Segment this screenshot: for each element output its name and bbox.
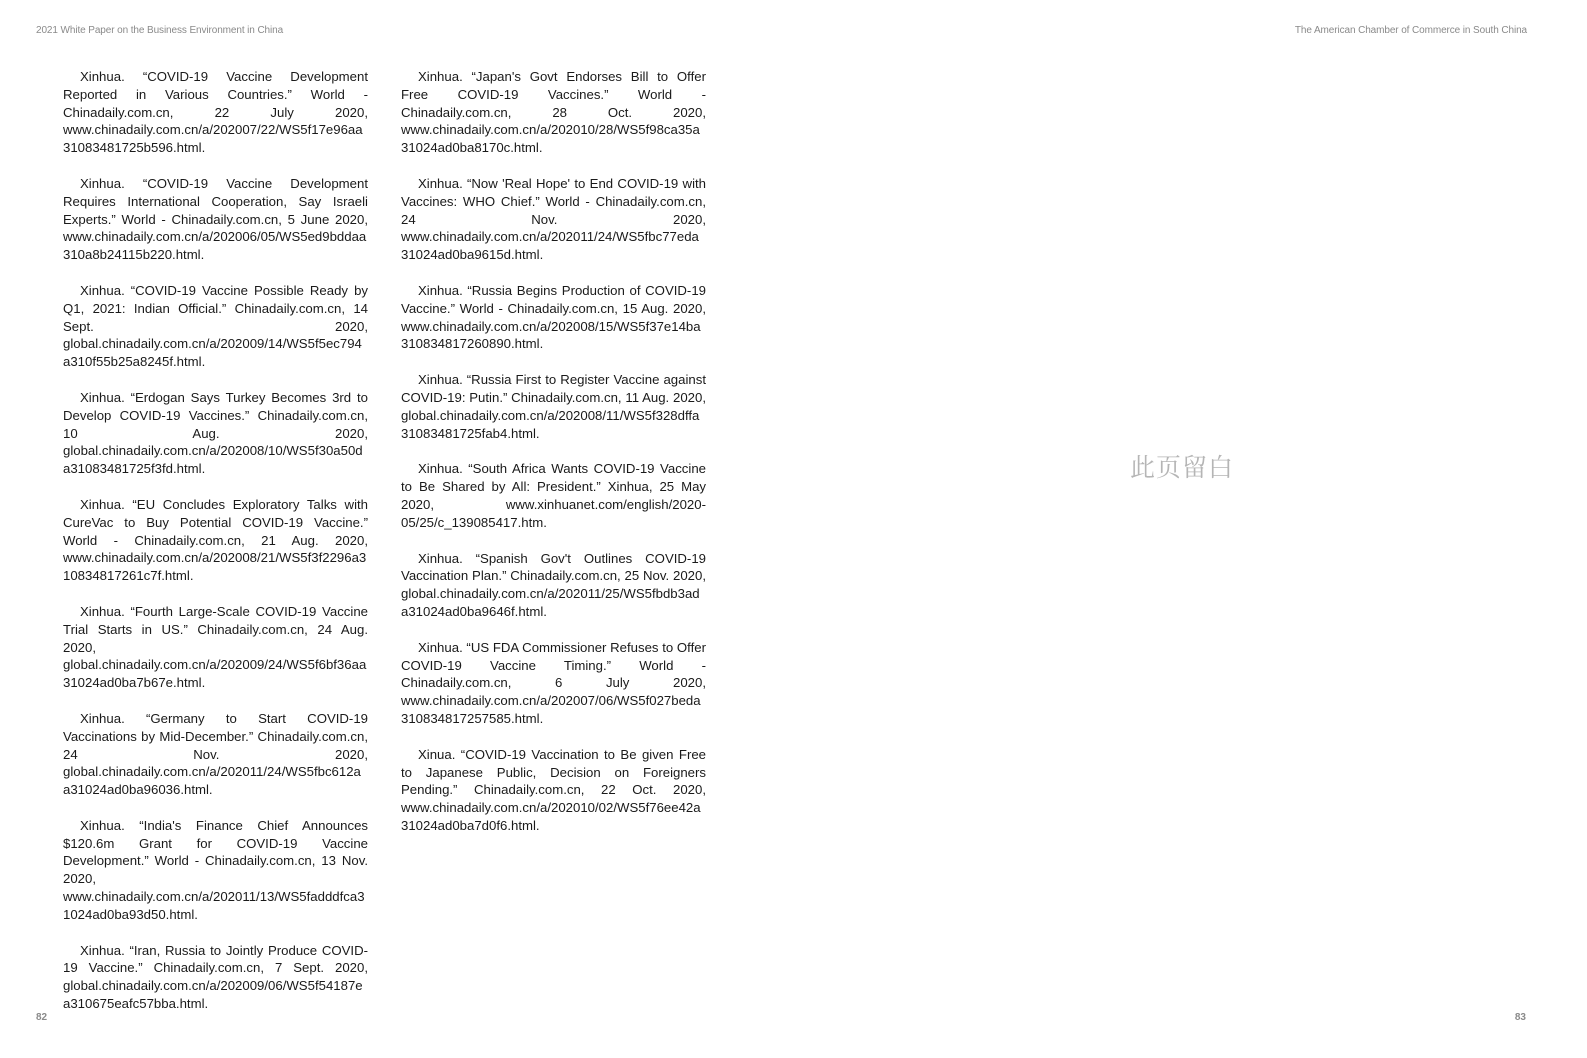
reference-entry: Xinua. “COVID-19 Vaccination to Be given Free to Japanese Public, Decision on Foreigners Pending.” Chinadaily.com.cn, 22 Oct. 2020, www.chinadaily.com.cn/a/202010/02/WS5f76ee42a31024ad0ba7d0f6.html. (401, 746, 706, 833)
reference-entry: Xinhua. “COVID-19 Vaccine Development Requires International Cooperation, Say Israeli Experts.” World - Chinadaily.com.cn, 5 June 2020, www.chinadaily.com.cn/a/202006/05/WS5ed9bddaa310a8b24115b220.html. (63, 175, 368, 263)
references-column-2 (401, 68, 706, 853)
reference-entry: Xinhua. “South Africa Wants COVID-19 Vaccine to Be Shared by All: President.” Xinhua, 25 May 2020, www.xinhuanet.com/english/2020-05/25/c_139085417.htm. (401, 461, 706, 530)
reference-entry: Xinhua. “Japan's Govt Endorses Bill to Offer Free COVID-19 Vaccines.” World - Chinadaily.com.cn, 28 Oct. 2020, www.chinadaily.com.cn/a/202010/28/WS5f98ca35a31024ad0ba8170c.html. (401, 69, 706, 156)
blank-page-notice: 此页留白 (1130, 453, 1235, 482)
reference-entry: Xinhua. “Spanish Gov't Outlines COVID-19 Vaccination Plan.” Chinadaily.com.cn, 25 Nov. 2020, global.chinadaily.com.cn/a/202011/25/WS5fbdb3ada31024ad0ba9646f.html. (401, 550, 706, 619)
reference-entry: Xinhua. “US FDA Commissioner Refuses to Offer COVID-19 Vaccine Timing.” World - Chinadaily.com.cn, 6 July 2020, www.chinadaily.com.cn/a/202007/06/WS5f027beda310834817257585.html. (401, 639, 706, 726)
reference-entry: Xinhua. “Russia Begins Production of COVID-19 Vaccine.” World - Chinadaily.com.cn, 15 Aug. 2020, www.chinadaily.com.cn/a/202008/15/WS5f37e14ba310834817260890.html. (401, 282, 706, 352)
references-column-1 (63, 68, 368, 1031)
running-header-left: 2021 White Paper on the Business Environment in China (36, 25, 284, 36)
reference-entry: Xinhua. “COVID-19 Vaccine Development Reported in Various Countries.” World - Chinadaily.com.cn, 22 July 2020, www.chinadaily.com.cn/a/202007/22/WS5f17e96aa31083481725b596.html. (63, 69, 368, 156)
reference-entry: Xinhua. “Fourth Large-Scale COVID-19 Vaccine Trial Starts in US.” Chinadaily.com.cn, 24 Aug. 2020, global.chinadaily.com.cn/a/202009/24/WS5f6bf36aa31024ad0ba7b67e.html. (63, 603, 368, 691)
reference-entry: Xinhua. “Germany to Start COVID-19 Vaccinations by Mid-December.” Chinadaily.com.cn, 24 Nov. 2020, global.chinadaily.com.cn/a/202011/24/WS5fbc612aa31024ad0ba96036.html. (63, 710, 368, 798)
reference-entry: Xinhua. “Now 'Real Hope' to End COVID-19 with Vaccines: WHO Chief.” World - Chinadaily.com.cn, 24 Nov. 2020, www.chinadaily.com.cn/a/202011/24/WS5fbc77eda31024ad0ba9615d.html. (401, 175, 706, 263)
reference-entry: Xinhua. “Erdogan Says Turkey Becomes 3rd to Develop COVID-19 Vaccines.” Chinadaily.com.cn, 10 Aug. 2020, global.chinadaily.com.cn/a/202008/10/WS5f30a50da31083481725f3fd.html. (63, 389, 368, 477)
page-number-left: 82 (36, 1012, 48, 1023)
reference-entry: Xinhua. “COVID-19 Vaccine Possible Ready by Q1, 2021: Indian Official.” Chinadaily.com.cn, 14 Sept. 2020, global.chinadaily.com.cn/a/202009/14/WS5f5ec794a310f55b25a8245f.html. (63, 282, 368, 370)
reference-entry: Xinhua. “Iran, Russia to Jointly Produce COVID-19 Vaccine.” Chinadaily.com.cn, 7 Sept. 2020, global.chinadaily.com.cn/a/202009/06/WS5f54187ea310675eafc57bba.html. (63, 942, 368, 1012)
reference-entry: Xinhua. “EU Concludes Exploratory Talks with CureVac to Buy Potential COVID-19 Vaccine.” World - Chinadaily.com.cn, 21 Aug. 2020, www.chinadaily.com.cn/a/202008/21/WS5f3f2296a310834817261c7f.html. (63, 496, 368, 584)
reference-entry: Xinhua. “India's Finance Chief Announces $120.6m Grant for COVID-19 Vaccine Development.” World - Chinadaily.com.cn, 13 Nov. 2020, www.chinadaily.com.cn/a/202011/13/WS5fadddfca31024ad0ba93d50.html. (63, 817, 368, 922)
running-header-right: The American Chamber of Commerce in South China (1294, 25, 1527, 36)
reference-entry: Xinhua. “Russia First to Register Vaccine against COVID-19: Putin.” Chinadaily.com.cn, 11 Aug. 2020, global.chinadaily.com.cn/a/202008/11/WS5f328dffa31083481725fab4.html. (401, 372, 706, 441)
page-number-right: 83 (1514, 1012, 1526, 1023)
